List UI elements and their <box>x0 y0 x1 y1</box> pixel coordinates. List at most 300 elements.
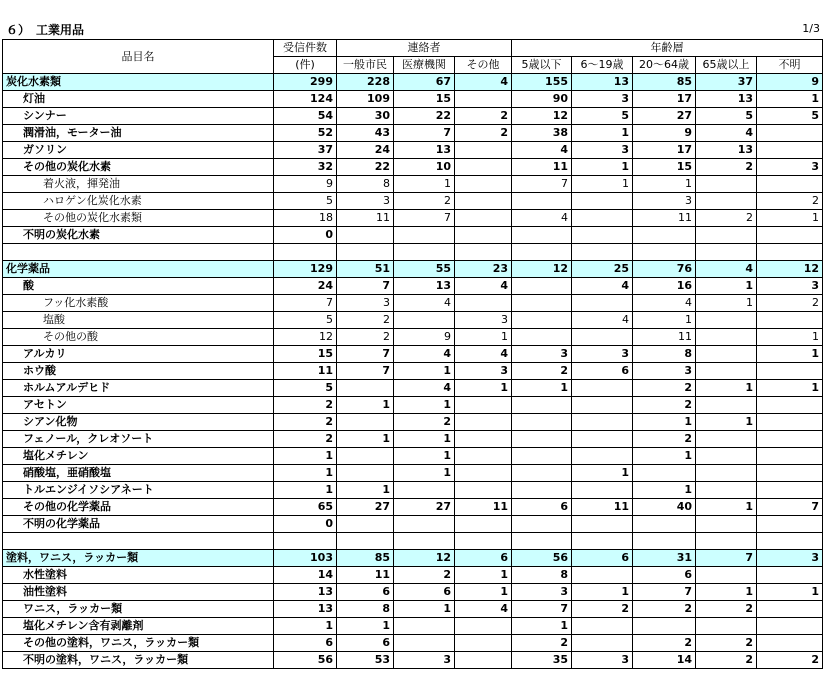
row-value-cell: 2 <box>274 397 337 414</box>
table-row <box>3 74 823 91</box>
row-value-cell: 90 <box>512 91 572 108</box>
row-value-cell: 1 <box>633 312 696 329</box>
row-value-cell <box>757 618 823 635</box>
row-value-cell: 1 <box>633 448 696 465</box>
row-value-cell: 2 <box>633 397 696 414</box>
row-value-cell <box>394 482 455 499</box>
row-value-cell <box>572 482 633 499</box>
row-value-cell <box>512 312 572 329</box>
row-item-name: 酸 <box>3 278 274 295</box>
row-value-cell: 1 <box>337 482 394 499</box>
row-value-cell: 38 <box>512 125 572 142</box>
row-value-cell <box>696 448 757 465</box>
row-value-cell <box>757 397 823 414</box>
row-value-cell: 17 <box>633 91 696 108</box>
row-value-cell <box>757 176 823 193</box>
row-value-cell <box>757 142 823 159</box>
row-item-name: 硝酸塩，亜硝酸塩 <box>3 465 274 482</box>
row-item-name: 塩化メチレン <box>3 448 274 465</box>
row-item-name: シンナー <box>3 108 274 125</box>
table-row <box>3 244 823 261</box>
row-value-cell <box>757 601 823 618</box>
row-value-cell <box>455 618 512 635</box>
row-value-cell <box>337 380 394 397</box>
row-value-cell: 10 <box>394 159 455 176</box>
row-value-cell <box>512 193 572 210</box>
table-body <box>3 74 823 669</box>
row-value-cell <box>394 244 455 261</box>
row-value-cell: 1 <box>696 278 757 295</box>
row-value-cell <box>572 414 633 431</box>
row-value-cell <box>394 635 455 652</box>
row-value-cell: 5 <box>696 108 757 125</box>
row-value-cell: 3 <box>572 142 633 159</box>
row-value-cell: 1 <box>394 363 455 380</box>
table-row <box>3 482 823 499</box>
row-value-cell: 3 <box>394 652 455 669</box>
row-value-cell: 4 <box>512 210 572 227</box>
row-value-cell <box>337 516 394 533</box>
row-value-cell: 13 <box>572 74 633 91</box>
table-row <box>3 295 823 312</box>
row-value-cell: 9 <box>633 125 696 142</box>
row-item-name: ワニス，ラッカー類 <box>3 601 274 618</box>
row-value-cell: 2 <box>337 329 394 346</box>
row-value-cell: 16 <box>633 278 696 295</box>
row-item-name: フェノール，クレオソート <box>3 431 274 448</box>
row-value-cell: 1 <box>274 482 337 499</box>
row-value-cell: 1 <box>394 397 455 414</box>
row-value-cell <box>455 244 512 261</box>
row-value-cell <box>572 227 633 244</box>
row-value-cell: 52 <box>274 125 337 142</box>
row-item-name <box>3 244 274 261</box>
row-value-cell: 12 <box>512 261 572 278</box>
row-value-cell: 1 <box>696 380 757 397</box>
table-row <box>3 363 823 380</box>
row-value-cell: 51 <box>337 261 394 278</box>
row-value-cell: 76 <box>633 261 696 278</box>
row-value-cell: 7 <box>394 125 455 142</box>
row-value-cell: 1 <box>274 465 337 482</box>
table-row <box>3 142 823 159</box>
row-value-cell: 2 <box>394 414 455 431</box>
row-value-cell <box>696 397 757 414</box>
row-value-cell <box>455 295 512 312</box>
row-value-cell: 37 <box>274 142 337 159</box>
age-group-header: 年齢層 <box>512 40 823 57</box>
table-row <box>3 465 823 482</box>
row-value-cell: 4 <box>394 380 455 397</box>
table-row <box>3 635 823 652</box>
row-value-cell: 7 <box>633 584 696 601</box>
row-value-cell: 8 <box>337 176 394 193</box>
row-item-name: 不明の化学薬品 <box>3 516 274 533</box>
row-value-cell: 1 <box>394 465 455 482</box>
row-value-cell: 2 <box>696 652 757 669</box>
row-value-cell: 27 <box>337 499 394 516</box>
row-value-cell <box>696 431 757 448</box>
row-value-cell <box>572 244 633 261</box>
row-value-cell: 3 <box>572 91 633 108</box>
row-value-cell: 1 <box>757 329 823 346</box>
row-value-cell <box>757 448 823 465</box>
row-value-cell: 109 <box>337 91 394 108</box>
row-value-cell <box>696 567 757 584</box>
table-row <box>3 601 823 618</box>
row-value-cell: 1 <box>274 448 337 465</box>
row-value-cell: 1 <box>696 295 757 312</box>
row-value-cell: 4 <box>633 295 696 312</box>
age-header-65plus: 65歳以上 <box>696 57 757 74</box>
row-value-cell <box>696 244 757 261</box>
row-value-cell: 299 <box>274 74 337 91</box>
page-title: ６） 工業用品 <box>6 23 85 37</box>
contact-group-header: 連絡者 <box>337 40 512 57</box>
row-value-cell: 2 <box>633 601 696 618</box>
row-value-cell: 1 <box>337 397 394 414</box>
row-value-cell <box>512 295 572 312</box>
row-value-cell <box>512 244 572 261</box>
page-number: 1/3 <box>802 22 820 35</box>
contact-header-public: 一般市民 <box>337 57 394 74</box>
table-row <box>3 431 823 448</box>
row-value-cell <box>696 465 757 482</box>
row-item-name: ハロゲン化炭化水素 <box>3 193 274 210</box>
row-value-cell: 1 <box>633 482 696 499</box>
row-value-cell <box>696 176 757 193</box>
row-value-cell: 56 <box>512 550 572 567</box>
row-value-cell <box>337 448 394 465</box>
table-row <box>3 312 823 329</box>
row-value-cell: 2 <box>394 193 455 210</box>
row-value-cell: 1 <box>696 414 757 431</box>
row-value-cell: 7 <box>394 210 455 227</box>
row-value-cell: 7 <box>274 295 337 312</box>
row-value-cell: 4 <box>696 261 757 278</box>
age-header-unknown: 不明 <box>757 57 823 74</box>
row-value-cell <box>696 312 757 329</box>
row-value-cell <box>633 465 696 482</box>
row-value-cell: 18 <box>274 210 337 227</box>
row-value-cell: 2 <box>394 567 455 584</box>
row-value-cell: 7 <box>337 363 394 380</box>
row-value-cell <box>572 380 633 397</box>
row-value-cell: 27 <box>394 499 455 516</box>
row-value-cell <box>696 482 757 499</box>
row-value-cell: 1 <box>757 91 823 108</box>
row-item-name: その他の炭化水素類 <box>3 210 274 227</box>
row-value-cell: 1 <box>572 465 633 482</box>
row-value-cell <box>633 618 696 635</box>
row-value-cell: 13 <box>274 601 337 618</box>
row-value-cell: 85 <box>633 74 696 91</box>
row-value-cell <box>455 482 512 499</box>
table-row <box>3 414 823 431</box>
row-value-cell: 1 <box>633 414 696 431</box>
row-value-cell: 15 <box>633 159 696 176</box>
row-value-cell: 2 <box>633 635 696 652</box>
row-value-cell: 37 <box>696 74 757 91</box>
row-value-cell <box>696 346 757 363</box>
row-value-cell: 9 <box>394 329 455 346</box>
row-value-cell: 3 <box>633 363 696 380</box>
row-value-cell: 4 <box>455 278 512 295</box>
row-value-cell: 3 <box>757 159 823 176</box>
row-value-cell: 7 <box>696 550 757 567</box>
row-value-cell: 7 <box>337 278 394 295</box>
table-row <box>3 618 823 635</box>
table-row <box>3 261 823 278</box>
row-value-cell: 2 <box>696 159 757 176</box>
table-row <box>3 278 823 295</box>
row-value-cell: 129 <box>274 261 337 278</box>
row-value-cell <box>455 397 512 414</box>
row-value-cell <box>455 227 512 244</box>
row-item-name: 塩酸 <box>3 312 274 329</box>
row-value-cell: 1 <box>274 618 337 635</box>
row-value-cell: 5 <box>274 193 337 210</box>
row-value-cell: 22 <box>394 108 455 125</box>
row-value-cell <box>512 329 572 346</box>
row-value-cell <box>512 431 572 448</box>
row-value-cell <box>455 210 512 227</box>
row-value-cell: 11 <box>572 499 633 516</box>
row-value-cell: 4 <box>696 125 757 142</box>
row-value-cell: 5 <box>757 108 823 125</box>
row-value-cell <box>696 533 757 550</box>
row-item-name: 油性塗料 <box>3 584 274 601</box>
row-value-cell: 1 <box>757 584 823 601</box>
row-value-cell: 4 <box>394 346 455 363</box>
row-value-cell <box>572 567 633 584</box>
row-value-cell: 17 <box>633 142 696 159</box>
row-value-cell <box>572 533 633 550</box>
row-value-cell: 124 <box>274 91 337 108</box>
statistics-table <box>2 39 823 669</box>
row-value-cell <box>274 533 337 550</box>
row-value-cell: 22 <box>337 159 394 176</box>
row-value-cell: 35 <box>512 652 572 669</box>
row-value-cell <box>512 414 572 431</box>
row-value-cell: 1 <box>696 499 757 516</box>
row-value-cell <box>757 125 823 142</box>
row-value-cell <box>696 516 757 533</box>
row-value-cell: 3 <box>512 584 572 601</box>
row-value-cell <box>757 533 823 550</box>
row-value-cell: 1 <box>633 176 696 193</box>
row-value-cell <box>455 431 512 448</box>
row-item-name: 水性塗料 <box>3 567 274 584</box>
row-value-cell <box>572 431 633 448</box>
row-value-cell: 11 <box>337 210 394 227</box>
row-value-cell <box>337 533 394 550</box>
row-value-cell: 1 <box>512 380 572 397</box>
table-row <box>3 227 823 244</box>
row-value-cell: 30 <box>337 108 394 125</box>
row-value-cell: 14 <box>274 567 337 584</box>
row-value-cell: 4 <box>394 295 455 312</box>
row-value-cell <box>337 465 394 482</box>
row-value-cell: 1 <box>572 125 633 142</box>
row-value-cell <box>633 244 696 261</box>
row-value-cell <box>572 516 633 533</box>
table-row <box>3 380 823 397</box>
row-value-cell: 2 <box>633 380 696 397</box>
row-value-cell: 2 <box>512 363 572 380</box>
row-value-cell: 3 <box>572 346 633 363</box>
table-row <box>3 125 823 142</box>
row-value-cell: 7 <box>512 601 572 618</box>
row-value-cell: 1 <box>394 176 455 193</box>
row-value-cell: 2 <box>455 125 512 142</box>
row-value-cell: 5 <box>274 380 337 397</box>
table-row <box>3 329 823 346</box>
row-value-cell: 8 <box>633 346 696 363</box>
row-value-cell <box>455 533 512 550</box>
row-value-cell: 54 <box>274 108 337 125</box>
row-value-cell: 32 <box>274 159 337 176</box>
row-item-name: その他の塗料，ワニス，ラッカー類 <box>3 635 274 652</box>
row-value-cell <box>512 448 572 465</box>
row-value-cell: 3 <box>757 278 823 295</box>
row-value-cell: 56 <box>274 652 337 669</box>
row-item-name <box>3 533 274 550</box>
row-value-cell <box>394 618 455 635</box>
row-value-cell: 2 <box>696 635 757 652</box>
row-item-name: その他の酸 <box>3 329 274 346</box>
row-value-cell: 1 <box>455 329 512 346</box>
row-value-cell <box>455 91 512 108</box>
table-row <box>3 159 823 176</box>
row-value-cell: 4 <box>455 74 512 91</box>
row-value-cell: 2 <box>696 601 757 618</box>
row-value-cell: 6 <box>572 550 633 567</box>
table-row <box>3 176 823 193</box>
row-value-cell: 3 <box>337 193 394 210</box>
row-item-name: 炭化水素類 <box>3 74 274 91</box>
table-row <box>3 397 823 414</box>
row-value-cell: 6 <box>633 567 696 584</box>
row-item-name: その他の化学薬品 <box>3 499 274 516</box>
row-value-cell: 4 <box>572 312 633 329</box>
row-value-cell: 13 <box>696 91 757 108</box>
row-value-cell <box>757 431 823 448</box>
row-value-cell: 9 <box>274 176 337 193</box>
row-value-cell <box>757 482 823 499</box>
row-value-cell: 2 <box>633 431 696 448</box>
row-value-cell: 155 <box>512 74 572 91</box>
row-value-cell: 3 <box>512 346 572 363</box>
row-value-cell: 1 <box>572 584 633 601</box>
row-value-cell: 7 <box>512 176 572 193</box>
age-header-20-64: 20～64歳 <box>633 57 696 74</box>
row-item-name: その他の炭化水素 <box>3 159 274 176</box>
row-value-cell: 15 <box>394 91 455 108</box>
row-item-name: 灯油 <box>3 91 274 108</box>
row-value-cell <box>696 618 757 635</box>
row-value-cell <box>757 363 823 380</box>
row-value-cell <box>512 465 572 482</box>
row-value-cell: 4 <box>455 601 512 618</box>
row-value-cell <box>757 567 823 584</box>
row-value-cell: 55 <box>394 261 455 278</box>
row-item-name: アセトン <box>3 397 274 414</box>
row-value-cell: 1 <box>394 601 455 618</box>
row-value-cell: 12 <box>512 108 572 125</box>
row-value-cell: 53 <box>337 652 394 669</box>
row-value-cell <box>337 227 394 244</box>
row-value-cell <box>757 465 823 482</box>
row-value-cell <box>455 176 512 193</box>
row-item-name: 不明の炭化水素 <box>3 227 274 244</box>
row-value-cell: 24 <box>274 278 337 295</box>
row-value-cell: 3 <box>455 363 512 380</box>
row-value-cell: 3 <box>633 193 696 210</box>
row-item-name: ホウ酸 <box>3 363 274 380</box>
row-value-cell: 14 <box>633 652 696 669</box>
table-row <box>3 584 823 601</box>
row-value-cell <box>337 414 394 431</box>
row-value-cell: 228 <box>337 74 394 91</box>
row-value-cell: 6 <box>455 550 512 567</box>
row-value-cell <box>757 516 823 533</box>
row-value-cell <box>512 278 572 295</box>
row-item-name: ガソリン <box>3 142 274 159</box>
row-value-cell <box>455 635 512 652</box>
row-value-cell: 2 <box>274 431 337 448</box>
row-item-name: シアン化物 <box>3 414 274 431</box>
age-header-6-19: 6～19歳 <box>572 57 633 74</box>
row-value-cell <box>394 516 455 533</box>
table-row <box>3 550 823 567</box>
row-value-cell <box>455 193 512 210</box>
row-value-cell <box>757 414 823 431</box>
row-value-cell: 6 <box>274 635 337 652</box>
row-value-cell: 0 <box>274 227 337 244</box>
row-value-cell: 3 <box>337 295 394 312</box>
row-value-cell: 13 <box>274 584 337 601</box>
row-value-cell <box>572 210 633 227</box>
row-value-cell: 1 <box>572 159 633 176</box>
row-value-cell <box>512 516 572 533</box>
row-value-cell: 9 <box>757 74 823 91</box>
row-value-cell <box>757 244 823 261</box>
row-value-cell: 6 <box>337 584 394 601</box>
row-value-cell: 31 <box>633 550 696 567</box>
table-row <box>3 516 823 533</box>
row-value-cell: 12 <box>757 261 823 278</box>
row-value-cell: 67 <box>394 74 455 91</box>
row-value-cell <box>696 227 757 244</box>
row-value-cell: 11 <box>337 567 394 584</box>
row-value-cell: 3 <box>757 550 823 567</box>
count-column-header: 受信件数 <box>274 40 337 57</box>
row-value-cell: 2 <box>757 193 823 210</box>
contact-header-medical: 医療機関 <box>394 57 455 74</box>
row-value-cell: 12 <box>394 550 455 567</box>
row-value-cell <box>455 414 512 431</box>
row-value-cell: 1 <box>394 448 455 465</box>
row-value-cell: 7 <box>337 346 394 363</box>
row-value-cell: 1 <box>757 346 823 363</box>
row-value-cell <box>455 159 512 176</box>
row-value-cell <box>572 397 633 414</box>
row-item-name: アルカリ <box>3 346 274 363</box>
row-value-cell: 65 <box>274 499 337 516</box>
row-value-cell: 27 <box>633 108 696 125</box>
row-value-cell <box>455 516 512 533</box>
